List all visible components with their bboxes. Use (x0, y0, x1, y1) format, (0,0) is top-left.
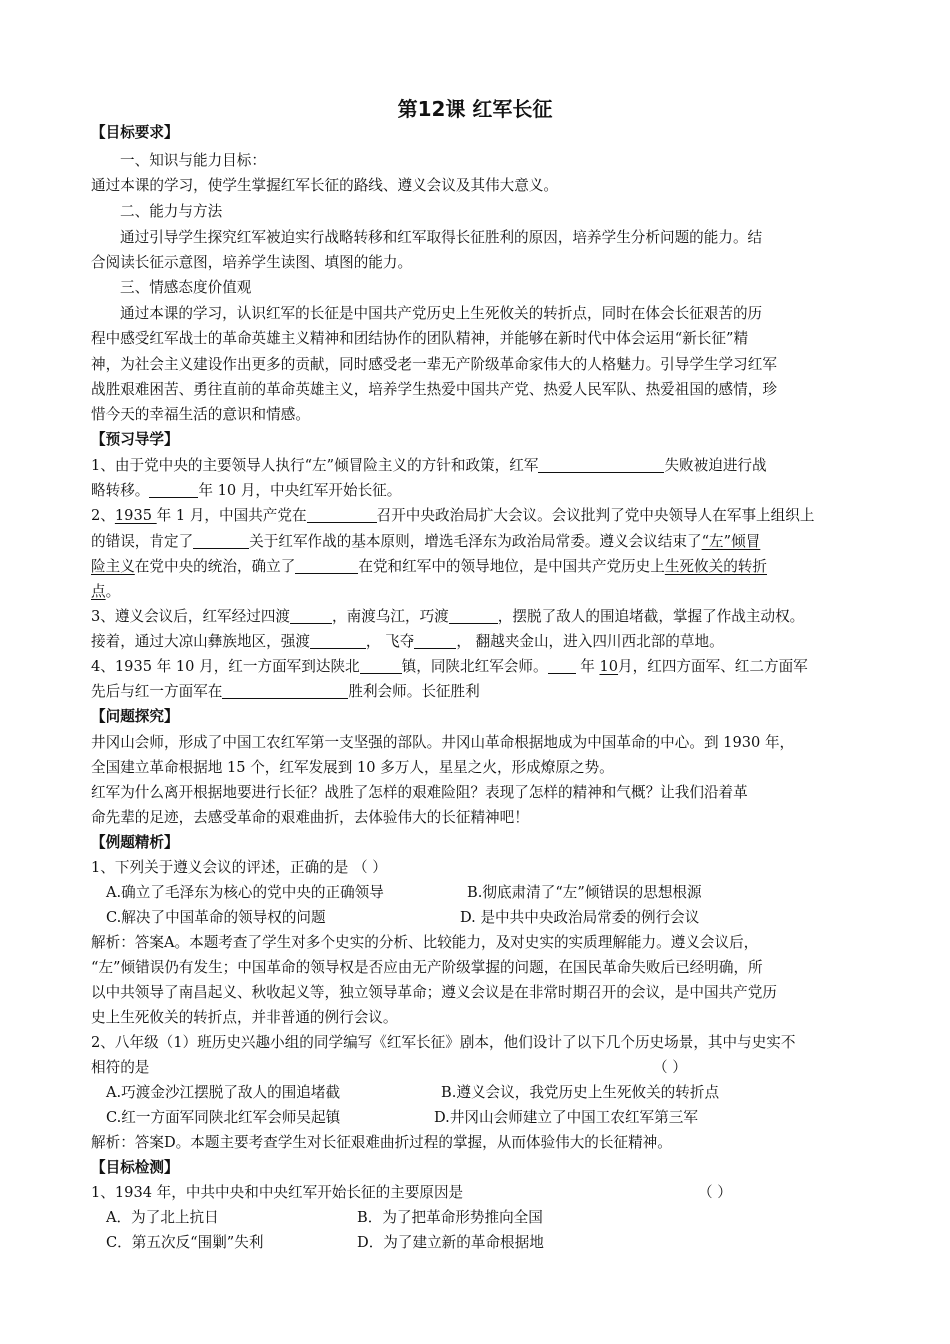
page-title: 第12课 红军长征 (397, 97, 553, 121)
section-heading-examples: 【例题精析】 (91, 834, 179, 851)
text-run: 在党中央的统治，确立了 (134, 558, 296, 575)
example-2-analysis: 解析：答案D。本题主要考查学生对长征艰难曲折过程的掌握，从而体验伟大的长征精神。 (91, 1134, 672, 1151)
fill-blank[interactable] (295, 558, 358, 574)
fill-blank[interactable] (310, 633, 366, 649)
text-run: 1、由于党中央的主要领导人执行“左”倾冒险主义的方针和政策，红军 (91, 457, 539, 474)
goal-2-line: 通过引导学生探究红军被迫实行战略转移和红军取得长征胜利的原因，培养学生分析问题的能力。结 (120, 229, 763, 246)
text-run: 年 1 月，中国共产党在 (156, 507, 307, 524)
preview-q2-line (91, 582, 871, 602)
fill-blank[interactable] (307, 507, 377, 523)
text-run: 年 10 月，中央红军开始长征。 (198, 482, 402, 499)
example-1-option-a: A.确立了毛泽东为核心的党中央的正确领导 (106, 884, 384, 901)
underlined-text: “左”倾冒 (701, 533, 761, 550)
example-2-question: 2、八年级（1）班历史兴趣小组的同学编写《红军长征》剧本，他们设计了以下几个历史场景，其中与史实不 (91, 1034, 796, 1051)
underlined-text: 1935 (114, 507, 157, 524)
example-1-analysis: 以中共领导了南昌起义、秋收起义等，独立领导革命；遵义会议是在非常时期召开的会议，是中国共产党历 (91, 984, 777, 1001)
text-run: 月，红四方面军、红二方面军 (618, 658, 808, 675)
answer-paren: （ ） (653, 1059, 687, 1076)
text-run: 镇，同陕北红军会师。 (401, 658, 548, 675)
text-run: 。 (105, 583, 121, 600)
fill-blank[interactable] (149, 482, 198, 498)
underlined-text: 点 (91, 583, 106, 600)
example-2-question: 相符的是 (91, 1059, 150, 1076)
preview-q3-line (91, 632, 871, 652)
fill-blank[interactable] (414, 633, 456, 649)
text-run: 的错误，肯定了 (91, 533, 194, 550)
text-run: 4、1935 年 10 月，红一方面军到达陕北 (91, 658, 360, 675)
section-heading-goals: 【目标要求】 (91, 124, 179, 141)
text-run: ，南渡乌江，巧渡 (332, 608, 449, 625)
goal-2-line: 合阅读长征示意图，培养学生读图、填图的能力。 (91, 254, 413, 271)
fill-blank[interactable] (290, 608, 332, 624)
section-heading-check: 【目标检测】 (91, 1159, 179, 1176)
explore-line: 红军为什么离开根据地要进行长征？战胜了怎样的艰难险阻？表现了怎样的精神和气概？让我们沿着革 (91, 784, 748, 801)
text-run: 先后与红一方面军在 (91, 683, 223, 700)
check-1-option-d: D．为了建立新的革命根据地 (357, 1234, 544, 1251)
example-2-option-d: D.井冈山会师建立了中国工农红军第三军 (434, 1109, 698, 1126)
example-2-option-b: B.遵义会议，我党历史上生死攸关的转折点 (441, 1084, 720, 1101)
goal-3-heading: 三、情感态度价值观 (120, 279, 252, 296)
goal-1-heading: 一、知识与能力目标： (120, 152, 266, 169)
preview-q3-line (91, 607, 871, 627)
goal-1-text: 通过本课的学习，使学生掌握红军长征的路线、遵义会议及其伟大意义。 (91, 177, 559, 194)
preview-q2-line (91, 506, 871, 526)
fill-blank[interactable] (222, 683, 348, 699)
text-run: ， 翻越夹金山，进入四川西北部的草地。 (456, 633, 724, 650)
text-run: ，摆脱了敌人的围追堵截，掌握了作战主动权。 (497, 608, 805, 625)
example-2-option-a: A.巧渡金沙江摆脱了敌人的围追堵截 (106, 1084, 341, 1101)
section-heading-preview: 【预习导学】 (91, 431, 179, 448)
goal-3-line: 通过本课的学习，认识红军的长征是中国共产党历史上生死攸关的转折点，同时在体会长征艰苦的历 (120, 305, 763, 322)
goal-2-heading: 二、能力与方法 (120, 203, 223, 220)
text-run: 关于红军作战的基本原则，增选毛泽东为政治局常委。遵义会议结束了 (249, 533, 702, 550)
goal-3-line: 神，为社会主义建设作出更多的贡献，同时感受老一辈无产阶级革命家伟大的人格魅力。引导学生学习红军 (91, 356, 777, 373)
example-1-question: 1、下列关于遵义会议的评述，正确的是 （ ） (91, 859, 387, 876)
explore-line: 井冈山会师，形成了中国工农红军第一支坚强的部队。井冈山革命根据地成为中国革命的中心。到 1930 年， (91, 734, 795, 751)
explore-line: 全国建立革命根据地 15 个，红军发展到 10 多万人，星星之火，形成燎原之势。 (91, 759, 614, 776)
text-run: 接着，通过大凉山彝族地区，强渡 (91, 633, 310, 650)
preview-q1-line (91, 481, 871, 501)
text-run: 召开中央政治局扩大会议。会议批判了党中央领导人在军事上组织上 (376, 507, 815, 524)
fill-blank[interactable] (193, 533, 249, 549)
fill-blank[interactable] (548, 658, 576, 674)
example-2-option-c: C.红一方面军同陕北红军会师吴起镇 (106, 1109, 341, 1126)
preview-q1-line (91, 456, 871, 476)
preview-q4-line (91, 657, 871, 677)
check-1-option-a: A．为了北上抗日 (106, 1209, 219, 1226)
preview-q2-line (91, 532, 871, 552)
text-run: 在党和红军中的领导地位，是中国共产党历史上 (358, 558, 665, 575)
section-heading-explore: 【问题探究】 (91, 708, 179, 725)
example-1-option-d: D. 是中共中央政治局常委的例行会议 (460, 909, 700, 926)
text-run: 2、 (91, 507, 115, 524)
fill-blank[interactable] (360, 658, 402, 674)
example-1-option-b: B.彻底肃清了“左”倾错误的思想根源 (467, 884, 702, 901)
example-1-option-c: C.解决了中国革命的领导权的问题 (106, 909, 326, 926)
text-run: 3、遵义会议后，红军经过四渡 (91, 608, 291, 625)
goal-3-line: 程中感受红军战士的革命英雄主义精神和团结协作的团队精神，并能够在新时代中体会运用“新长征”精 (91, 330, 749, 347)
example-1-analysis: 史上生死攸关的转折点，并非普通的例行会议。 (91, 1009, 398, 1026)
underlined-text: 险主义 (91, 558, 135, 575)
fill-blank[interactable] (449, 608, 498, 624)
underlined-text: 生死攸关的转折 (664, 558, 767, 575)
explore-line: 命先辈的足迹，去感受革命的艰难曲折，去体验伟大的长征精神吧！ (91, 809, 529, 826)
check-1-question: 1、1934 年，中共中央和中央红军开始长征的主要原因是 (91, 1184, 464, 1201)
check-1-option-c: C．第五次反“围剿”失利 (106, 1234, 264, 1251)
text-run: ， 飞夺 (365, 633, 415, 650)
goal-3-line: 战胜艰难困苦、勇往直前的革命英雄主义，培养学生热爱中国共产党、热爱人民军队、热爱祖国的感情，珍 (91, 381, 777, 398)
answer-paren: （ ） (698, 1184, 732, 1201)
underlined-text: 10 (599, 658, 619, 675)
text-run: 略转移。 (91, 482, 150, 499)
preview-q4-line (91, 682, 871, 702)
preview-q2-line (91, 557, 871, 577)
check-1-option-b: B．为了把革命形势推向全国 (357, 1209, 543, 1226)
fill-blank[interactable] (538, 457, 664, 473)
text-run: 年 (575, 658, 600, 675)
goal-3-line: 惜今天的幸福生活的意识和情感。 (91, 406, 310, 423)
text-run: 失败被迫进行战 (664, 457, 767, 474)
text-run: 胜利会师。长征胜利 (348, 683, 480, 700)
example-1-analysis: “左”倾错误仍有发生；中国革命的领导权是否应由无产阶级掌握的问题，在国民革命失败后已经明确，所 (91, 959, 763, 976)
example-1-analysis: 解析：答案A。本题考查了学生对多个史实的分析、比较能力，及对史实的实质理解能力。遵义会议后， (91, 934, 759, 951)
